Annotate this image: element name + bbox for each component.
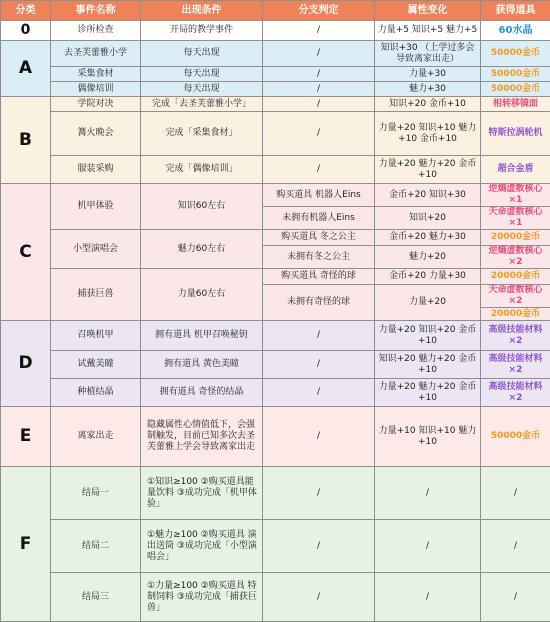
table-row [1,82,550,97]
condition-cell: ①魅力≥100 ②购买道具 演出送筒 ③成功完成「小型演唱会」 [141,520,263,573]
category-cell: 0 [1,21,51,41]
table-row [1,351,550,379]
branch-cell: / [263,321,375,351]
attribute-cell: 力量+30 [375,67,481,82]
attribute-cell: / [375,520,481,573]
table-row [1,112,550,156]
item-cell: 50000金币 [481,41,550,67]
item-cell: 高级技能材料 ×2 [481,321,550,351]
condition-cell: 拥有道具 黄色美瞳 [141,351,263,379]
table-row [1,407,550,467]
item-cell: 20000金币 [481,269,550,285]
condition-cell: 拥有道具 奇怪的结晶 [141,379,263,407]
event-name-cell: 捕获巨兽 [51,269,141,321]
table-row [1,520,550,573]
branch-cell: / [263,156,375,184]
branch-cell: / [263,21,375,41]
header-event-name: 事件名称 [51,1,141,21]
attribute-cell: 知识+20 魅力+20 金币+10 [375,351,481,379]
branch-cell: / [263,407,375,467]
condition-cell: 开局的教学事件 [141,21,263,41]
attribute-cell: 力量+20 知识+20 金币+10 [375,321,481,351]
event-name-cell: 学院对决 [51,97,141,112]
condition-cell: 完成「去圣芙蕾雅小学」 [141,97,263,112]
condition-cell: 完成「偶像培训」 [141,156,263,184]
item-cell: / [481,467,550,520]
event-name-cell: 召唤机甲 [51,321,141,351]
condition-cell: 知识60左右 [141,184,263,230]
header-branch: 分支判定 [263,1,375,21]
item-cell: 高级技能材料 ×2 [481,379,550,407]
event-name-cell: 机甲体验 [51,184,141,230]
condition-cell: 完成「采集食材」 [141,112,263,156]
category-cell: A [1,41,51,97]
attribute-cell: 金币+20 魅力+30 [375,230,481,246]
header-condition: 出现条件 [141,1,263,21]
branch-cell: 购买道具 机器人Eins [263,184,375,207]
attribute-cell: 力量+20 [375,285,481,321]
item-cell: / [481,573,550,622]
event-name-cell: 离家出走 [51,407,141,467]
item-cell: 20000金币 [481,308,550,321]
branch-cell: / [263,67,375,82]
table-row [1,467,550,520]
condition-cell: ①力量≥100 ②购买道具 特制饲料 ③成功完成「捕获巨兽」 [141,573,263,622]
attribute-cell: 知识+20 金币+10 [375,97,481,112]
item-cell: 高级技能材料 ×2 [481,351,550,379]
event-name-cell: 结局一 [51,467,141,520]
branch-cell: / [263,97,375,112]
event-name-cell: 去圣芙蕾雅小学 [51,41,141,67]
branch-cell: 购买道具 奇怪的球 [263,269,375,285]
attribute-cell: 力量+20 知识+10 魅力+10 金币+10 [375,112,481,156]
branch-cell: 未拥有奇怪的球 [263,285,375,321]
table-row [1,156,550,184]
table-row [1,321,550,351]
table-row [1,97,550,112]
branch-cell: / [263,573,375,622]
attribute-cell: 知识+30 （上学过多会导致离家出走） [375,41,481,67]
item-cell: 50000金币 [481,82,550,97]
table-row [1,379,550,407]
event-name-cell: 结局二 [51,520,141,573]
event-name-cell: 篝火晚会 [51,112,141,156]
attribute-cell: 力量+20 魅力+20 金币+10 [375,379,481,407]
attribute-cell: 魅力+20 [375,246,481,269]
branch-cell: / [263,351,375,379]
header-attribute: 属性变化 [375,1,481,21]
event-name-cell: 种植结晶 [51,379,141,407]
item-cell: 逆熵虚数核心 ×1 [481,184,550,207]
category-cell: C [1,184,51,321]
branch-cell: / [263,41,375,67]
item-cell: 50000金币 [481,407,550,467]
header-category: 分类 [1,1,51,21]
event-name-cell: 采集食材 [51,67,141,82]
item-cell: / [481,520,550,573]
attribute-cell: / [375,573,481,622]
table-row [1,573,550,622]
condition-cell: 拥有道具 机甲召唤秘钥 [141,321,263,351]
condition-cell: ①知识≥100 ②购买道具能量饮料 ③成功完成「机甲体验」 [141,467,263,520]
attribute-cell: 金币+20 力量+30 [375,269,481,285]
event-name-cell: 诊所检查 [51,21,141,41]
item-cell: 逆熵虚数核心 ×2 [481,246,550,269]
item-cell: 特斯拉涡轮机 [481,112,550,156]
condition-cell: 每天出现 [141,41,263,67]
category-cell: E [1,407,51,467]
item-cell: 60水晶 [481,21,550,41]
branch-cell: / [263,112,375,156]
branch-cell: / [263,82,375,97]
event-name-cell: 偶像培训 [51,82,141,97]
event-name-cell: 小型演唱会 [51,230,141,269]
item-cell: 天命虚数核心 ×2 [481,285,550,308]
item-cell: 超合金盾 [481,156,550,184]
condition-cell: 每天出现 [141,67,263,82]
attribute-cell: 魅力+30 [375,82,481,97]
branch-cell: 未拥有机器人Eins [263,207,375,230]
event-name-cell: 结局三 [51,573,141,622]
condition-cell: 每天出现 [141,82,263,97]
item-cell: 50000金币 [481,67,550,82]
condition-cell: 隐藏属性心情值低下，会强制触发，目前已知多次去圣芙蕾雅上学会导致离家出走 [141,407,263,467]
condition-cell: 力量60左右 [141,269,263,321]
branch-cell: / [263,379,375,407]
condition-cell: 魅力60左右 [141,230,263,269]
table-row [1,184,550,207]
item-cell: 相转移镜面 [481,97,550,112]
item-cell: 20000金币 [481,230,550,246]
table-row [1,230,550,246]
category-cell: F [1,467,51,622]
category-cell: D [1,321,51,407]
attribute-cell: / [375,467,481,520]
item-cell: 天命虚数核心 ×1 [481,207,550,230]
table-row [1,269,550,285]
attribute-cell: 力量+5 知识+5 魅力+5 [375,21,481,41]
branch-cell: 未拥有冬之公主 [263,246,375,269]
table-row [1,21,550,41]
event-name-cell: 试戴美瞳 [51,351,141,379]
header-item: 获得道具 [481,1,550,21]
category-cell: B [1,97,51,184]
header-row [1,1,550,21]
branch-cell: / [263,520,375,573]
table-row [1,67,550,82]
event-name-cell: 服装采购 [51,156,141,184]
attribute-cell: 知识+20 [375,207,481,230]
branch-cell: 购买道具 冬之公主 [263,230,375,246]
branch-cell: / [263,467,375,520]
attribute-cell: 力量+20 魅力+20 金币+10 [375,156,481,184]
attribute-cell: 力量+10 知识+10 魅力+10 [375,407,481,467]
attribute-cell: 金币+20 知识+30 [375,184,481,207]
table-row [1,41,550,67]
